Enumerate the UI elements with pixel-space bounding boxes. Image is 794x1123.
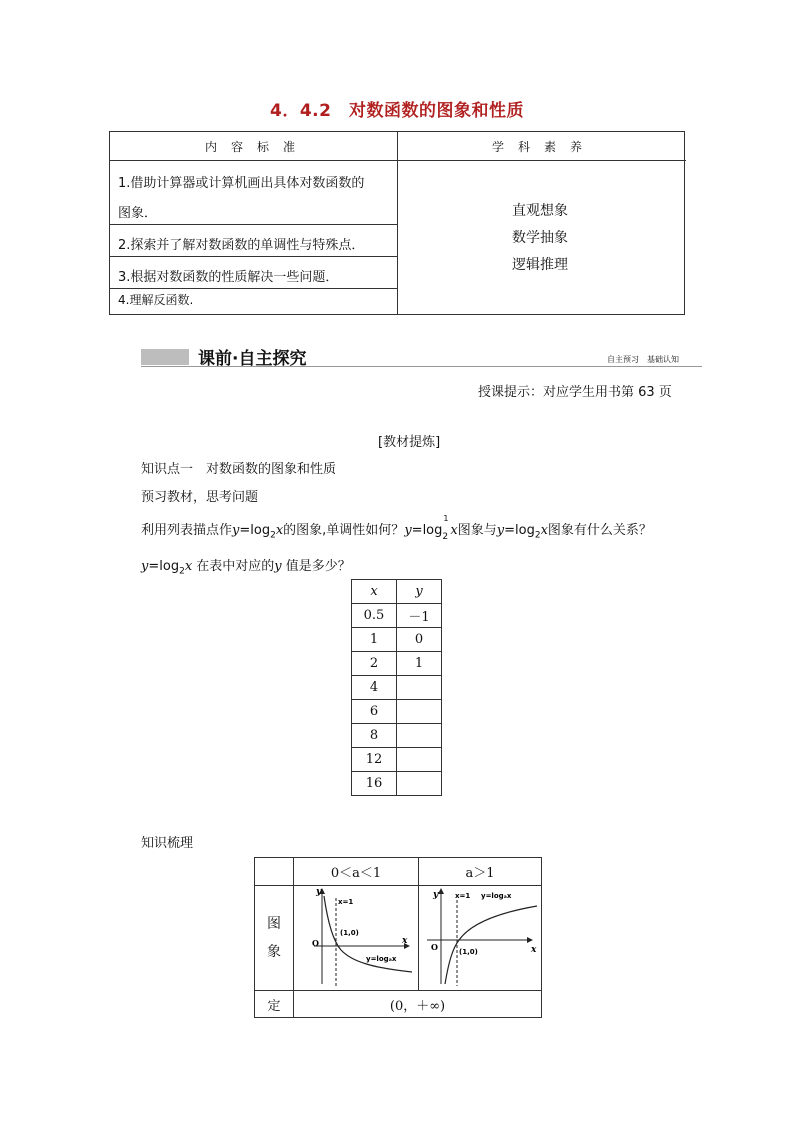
cell-y bbox=[397, 772, 442, 796]
table-row bbox=[352, 772, 442, 796]
competency-3: 逻辑推理 bbox=[512, 257, 568, 273]
graph2-x-label: x bbox=[531, 945, 537, 955]
header-a-greater-1: a＞1 bbox=[419, 858, 542, 886]
cell-x: 6 bbox=[352, 700, 397, 724]
standard-item-1-cont: 图象． bbox=[118, 206, 158, 221]
header-x: x bbox=[352, 580, 397, 604]
cell-x: 1 bbox=[352, 628, 397, 652]
lesson-hint: 授课提示：对应学生用书第 63 页 bbox=[478, 385, 672, 400]
graph1-x-label: x bbox=[402, 936, 408, 946]
standard-item-1: 1.借助计算器或计算机画出具体对数函数的 bbox=[118, 176, 365, 191]
cell-y bbox=[397, 748, 442, 772]
knowledge-summary-label: 知识梳理 bbox=[141, 836, 194, 851]
graph1-curve-label: y=logₐx bbox=[366, 955, 397, 963]
graph-increasing-log bbox=[419, 886, 541, 990]
knowledge-point-1: 知识点一 对数函数的图象和性质 bbox=[141, 462, 337, 477]
question-line-2: $y=\log_2x$ 在表中对应的y 值是多少？ bbox=[141, 559, 351, 577]
table-header-row bbox=[352, 580, 442, 604]
standard-item-4: 4.理解反函数. bbox=[118, 293, 194, 307]
standard-item-3: 3.根据对数函数的性质解决一些问题． bbox=[118, 270, 339, 285]
cell-y: －1 bbox=[397, 604, 442, 628]
section-right-label: 自主预习 基础认知 bbox=[607, 355, 679, 364]
competency-1: 直观想象 bbox=[512, 203, 568, 219]
graph2-y-label: y bbox=[433, 890, 439, 900]
header-a-less-1: 0＜a＜1 bbox=[294, 858, 419, 886]
property-table bbox=[254, 857, 542, 1018]
row-label-domain: 定 bbox=[255, 991, 294, 1018]
section-bar bbox=[141, 349, 189, 365]
graph1-point-label: (1,0) bbox=[340, 929, 359, 937]
cell-y bbox=[397, 724, 442, 748]
graph1-origin: O bbox=[312, 938, 319, 948]
cell-x: 2 bbox=[352, 652, 397, 676]
row-label-graph: 图象 bbox=[267, 916, 281, 960]
graph2-point-label: (1,0) bbox=[459, 948, 478, 956]
graph1-line-label: x=1 bbox=[338, 898, 354, 906]
section-divider bbox=[141, 366, 702, 367]
competency-2: 数学抽象 bbox=[512, 230, 568, 246]
standards-table bbox=[109, 131, 685, 315]
table-row bbox=[352, 700, 442, 724]
standard-item-2: 2.探索并了解对数函数的单调性与特殊点． bbox=[118, 238, 365, 253]
header-y: y bbox=[397, 580, 442, 604]
preview-text: 预习教材，思考问题 bbox=[141, 490, 259, 505]
cell-x: 8 bbox=[352, 724, 397, 748]
header-competency: 学科素养 bbox=[492, 140, 597, 154]
domain-value: (0，＋∞) bbox=[294, 991, 542, 1018]
table-row bbox=[352, 748, 442, 772]
table-row bbox=[352, 652, 442, 676]
table-row bbox=[352, 604, 442, 628]
graph1-y-label: y bbox=[316, 887, 322, 897]
cell-x: 12 bbox=[352, 748, 397, 772]
table-row bbox=[352, 724, 442, 748]
cell-y bbox=[397, 700, 442, 724]
graph-decreasing-log bbox=[294, 886, 418, 990]
graph2-line-label: x=1 bbox=[455, 892, 471, 900]
cell-x: 16 bbox=[352, 772, 397, 796]
graph2-origin: O bbox=[431, 942, 438, 952]
cell-x: 4 bbox=[352, 676, 397, 700]
section-title: 课前·自主探究 bbox=[198, 349, 307, 369]
xy-value-table bbox=[351, 579, 442, 796]
table-row bbox=[352, 628, 442, 652]
cell-y: 1 bbox=[397, 652, 442, 676]
cell-x: 0.5 bbox=[352, 604, 397, 628]
cell-y: 0 bbox=[397, 628, 442, 652]
question-line-1: 利用列表描点作$y=\log_2x$的图象,单调性如何？y=log 1 2 x图象与$y=\log_2x$图象有什么关系？ bbox=[141, 514, 652, 542]
graph2-curve-label: y=logₐx bbox=[481, 892, 512, 900]
cell-y bbox=[397, 676, 442, 700]
material-title: [教材提炼] bbox=[378, 435, 441, 450]
table-row bbox=[352, 676, 442, 700]
header-content-standard: 内容标准 bbox=[205, 140, 310, 154]
page-title: 4．4.2 对数函数的图象和性质 bbox=[270, 101, 524, 121]
